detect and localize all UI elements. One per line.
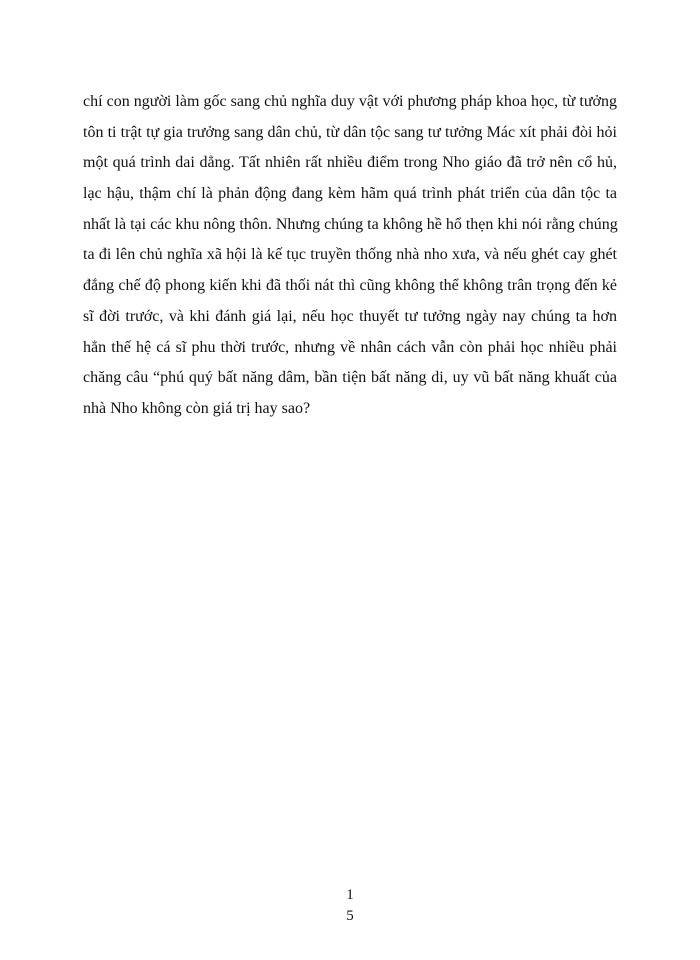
- text-line: đắng chế độ phong kiến khi đã thối nát thì cũng không thể không trân trọng đến kẻ: [83, 277, 617, 295]
- text-line: lạc hậu, thậm chí là phản động đang kèm hãm quá trình phát triển của dân tộc ta: [83, 185, 617, 203]
- text-line: hẳn thế hệ cá sĩ phu thời trước, nhưng về nhân cách vẫn còn phải học nhiều phải: [83, 338, 617, 356]
- text-line: nhà Nho không còn giá trị hay sao?: [83, 399, 311, 417]
- text-line: ta đi lên chủ nghĩa xã hội là kế tục truyền thống nhà nho xưa, và nếu ghét cay ghét: [83, 246, 617, 264]
- page-number-top: 1: [346, 887, 354, 903]
- text-line: một quá trình dai dẳng. Tất nhiên rất nhiều điểm trong Nho giáo đã trở nên cổ hủ,: [83, 154, 617, 172]
- body-paragraph: [83, 87, 617, 425]
- text-line: chăng câu “phú quý bất năng dâm, bần tiện bất năng di, uy vũ bất năng khuất của: [83, 369, 617, 387]
- text-line: sĩ đời trước, và khi đánh giá lại, nếu học thuyết tư tưởng ngày nay chúng ta hơn: [83, 307, 617, 325]
- text-line: chí con người làm gốc sang chủ nghĩa duy vật với phương pháp khoa học, từ tưởng: [83, 93, 617, 110]
- page-number-bottom: 5: [346, 908, 354, 924]
- text-line: tôn ti trật tự gia trưởng sang dân chủ, từ dân tộc sang tư tưởng Mác xít phải đòi hỏi: [83, 123, 617, 141]
- text-line: nhất là tại các khu nông thôn. Nhưng chúng ta không hề hổ thẹn khi nói rằng chúng: [83, 215, 618, 233]
